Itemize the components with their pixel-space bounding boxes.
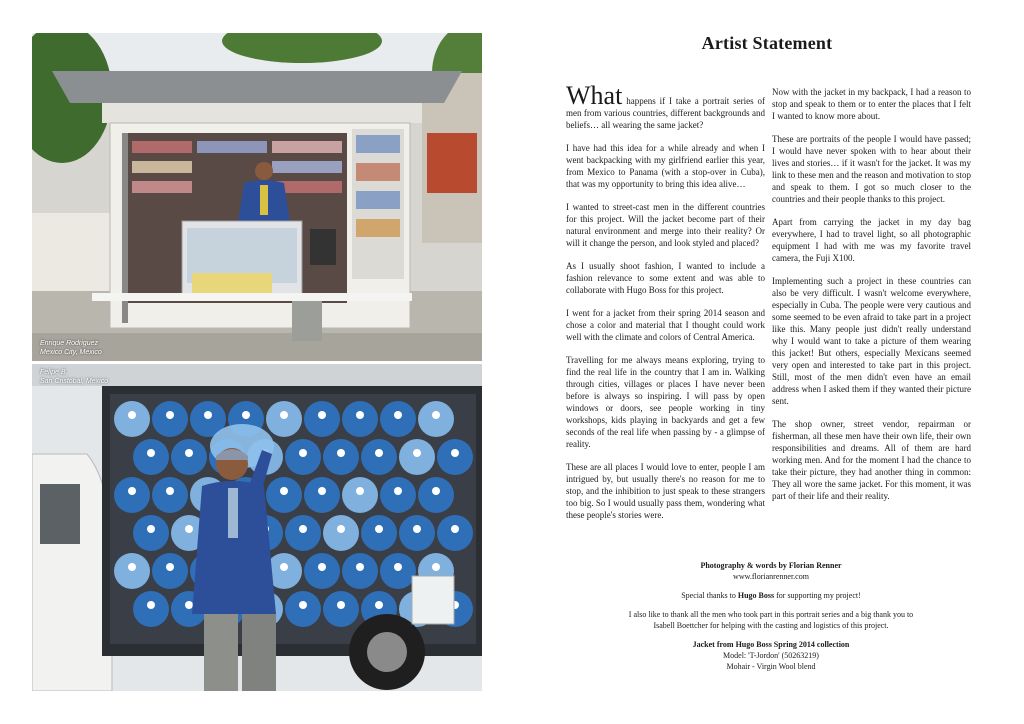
jacket-material: Mohair - Virgin Wool blend bbox=[726, 662, 816, 671]
paragraph: Travelling for me always means exploring, trying to find the real life in the country that I am in. Walking through cities, villages or places I have never been before is always so inspiring. I will pass by open windows or doors, see people working in tiny workshops, kids playing in backyards and get a few seconds of the real life when passing by - a glimpse of reality. bbox=[566, 355, 765, 449]
brand-name: Hugo Boss bbox=[737, 591, 775, 600]
jug-cap bbox=[413, 525, 421, 533]
jug-cap bbox=[318, 563, 326, 571]
paragraph: These are portraits of the people I would have passed; I would have never spoken with to hear about their lives and stories… if it wasn't for the jacket. It was my link to these men and the reason and motivation to stop and speak to them. I got so much closer to the countries and their people thanks to this project. bbox=[772, 134, 971, 204]
jug-cap bbox=[318, 487, 326, 495]
website-link[interactable]: www.florianrenner.com bbox=[733, 572, 809, 581]
jug-cap bbox=[128, 411, 136, 419]
paragraph: These are all places I would love to enter, people I am intrigued by, but usually there's no reason for me to stop, and the inhibition to just speak to these strangers too big. So I would usually pass them, wondering what these people's stories were. bbox=[566, 462, 765, 520]
jug-cap bbox=[299, 525, 307, 533]
paragraph: I have had this idea for a while already and when I went backpacking with my girlfriend earlier this year, from Mexico to Panama (with a stop-over in Cuba), that was my opportunity to bring this idea alive… bbox=[566, 143, 765, 189]
jug-cap bbox=[413, 449, 421, 457]
jug-cap bbox=[356, 411, 364, 419]
jacket-heading: Jacket from Hugo Boss Spring 2014 collection bbox=[692, 640, 850, 649]
jug-cap bbox=[147, 525, 155, 533]
jug-cap bbox=[185, 449, 193, 457]
thanks-people: I also like to thank all the men who took part in this portrait series and a big thank you to Isabell Boettcher for helping with the casting and logistics of this project. bbox=[628, 610, 914, 630]
paragraph: Implementing such a project in these countries can also be very difficult. I wasn't welcome everywhere, especially in Cuba. The people were very cautious and some seemed to be even afraid to take part in a project like this. Many people just didn't really understand why I would want to take a picture of them wearing this jacket! But others, especially Mexicans seemed very open and interested to take part in this project. Still, most of the men didn't even have an email address when I asked them if they wanted their picture sent. bbox=[772, 276, 971, 406]
caption-name: Enrique Rodriguez bbox=[40, 340, 98, 347]
caption-place: Mexico City, Mexico bbox=[40, 349, 102, 356]
jug-cap bbox=[432, 487, 440, 495]
lead-text: happens if I take a portrait series of men from various countries, different backgrounds and beliefs… all wearing the same jacket? bbox=[566, 96, 765, 130]
paragraph: As I usually shoot fashion, I wanted to include a fashion relevance to some extent and was able to collaborate with Hugo Boss for this project. bbox=[566, 261, 765, 295]
paragraph bbox=[566, 81, 765, 131]
jug-cap bbox=[299, 601, 307, 609]
jug-cap bbox=[147, 449, 155, 457]
jug-cap bbox=[375, 525, 383, 533]
jug-cap bbox=[451, 525, 459, 533]
jug-cap bbox=[394, 411, 402, 419]
jug-cap bbox=[356, 563, 364, 571]
special-thanks: Special thanks to Hugo Boss for supporting my project! bbox=[681, 591, 861, 600]
jug-cap bbox=[432, 411, 440, 419]
jug-cap bbox=[280, 411, 288, 419]
jug-cap bbox=[337, 449, 345, 457]
jug-cap bbox=[128, 487, 136, 495]
paragraph: The shop owner, street vendor, repairman or fisherman, all these men have their own life, their own responsibilities and dreams. All of them are hard working men. And for the moment I had the chance to take their picture, they had another thing in common: They all wore the same jacket. For this moment, it was part of their life and their reality. bbox=[772, 419, 971, 501]
jug-cap bbox=[204, 411, 212, 419]
jug-cap bbox=[242, 411, 250, 419]
byline: Photography & words by Florian Renner bbox=[700, 561, 842, 570]
jug-cap bbox=[375, 449, 383, 457]
caption-name: Felipe B. bbox=[40, 369, 68, 376]
jug-cap bbox=[280, 487, 288, 495]
paragraph: Now with the jacket in my backpack, I had a reason to stop and speak to them or to enter the places that I felt I wanted to know more about. bbox=[772, 87, 971, 121]
paragraph: I went for a jacket from their spring 2014 season and chose a color and material that I thought could work well with the climate and colors of Central America. bbox=[566, 308, 765, 342]
jug-cap bbox=[375, 601, 383, 609]
jacket-model: Model: 'T-Jordon' (50263219) bbox=[723, 651, 819, 660]
photo-water-truck bbox=[32, 364, 482, 691]
jug-cap bbox=[166, 563, 174, 571]
jug-cap bbox=[356, 487, 364, 495]
jug-cap bbox=[299, 449, 307, 457]
jug-cap bbox=[337, 601, 345, 609]
lead-word: What bbox=[566, 81, 623, 110]
photo-kiosk bbox=[32, 33, 482, 361]
kiosk-illustration bbox=[32, 33, 482, 361]
jug-cap bbox=[394, 487, 402, 495]
credits-block bbox=[620, 560, 922, 680]
jug-cap bbox=[280, 563, 288, 571]
jug-cap bbox=[185, 525, 193, 533]
jug-cap bbox=[337, 525, 345, 533]
article-column-left bbox=[566, 81, 765, 532]
jug-cap bbox=[147, 601, 155, 609]
jug-cap bbox=[318, 411, 326, 419]
jug-cap bbox=[185, 601, 193, 609]
article-title: Artist Statement bbox=[701, 33, 833, 53]
jug-cap bbox=[166, 411, 174, 419]
jug-cap bbox=[394, 563, 402, 571]
paragraph: I wanted to street-cast men in the different countries for this project. Will the jacket become part of their natural environment and merge into their reality? Or will it change the person, and look styled and placed? bbox=[566, 202, 765, 248]
jug-cap bbox=[166, 487, 174, 495]
photo-caption bbox=[40, 368, 108, 386]
caption-place: San Cristobal, Mexico bbox=[40, 378, 109, 385]
jug-cap bbox=[451, 449, 459, 457]
article-column-right bbox=[772, 86, 971, 513]
jug-cap bbox=[128, 563, 136, 571]
paragraph: Apart from carrying the jacket in my day bag everywhere, I had to travel light, so all photographic equipment I had with me was my favorite travel camera, the Fuji X100. bbox=[772, 217, 971, 263]
photo-caption bbox=[40, 339, 102, 357]
jug-cap bbox=[432, 563, 440, 571]
water-truck-illustration bbox=[32, 364, 482, 691]
